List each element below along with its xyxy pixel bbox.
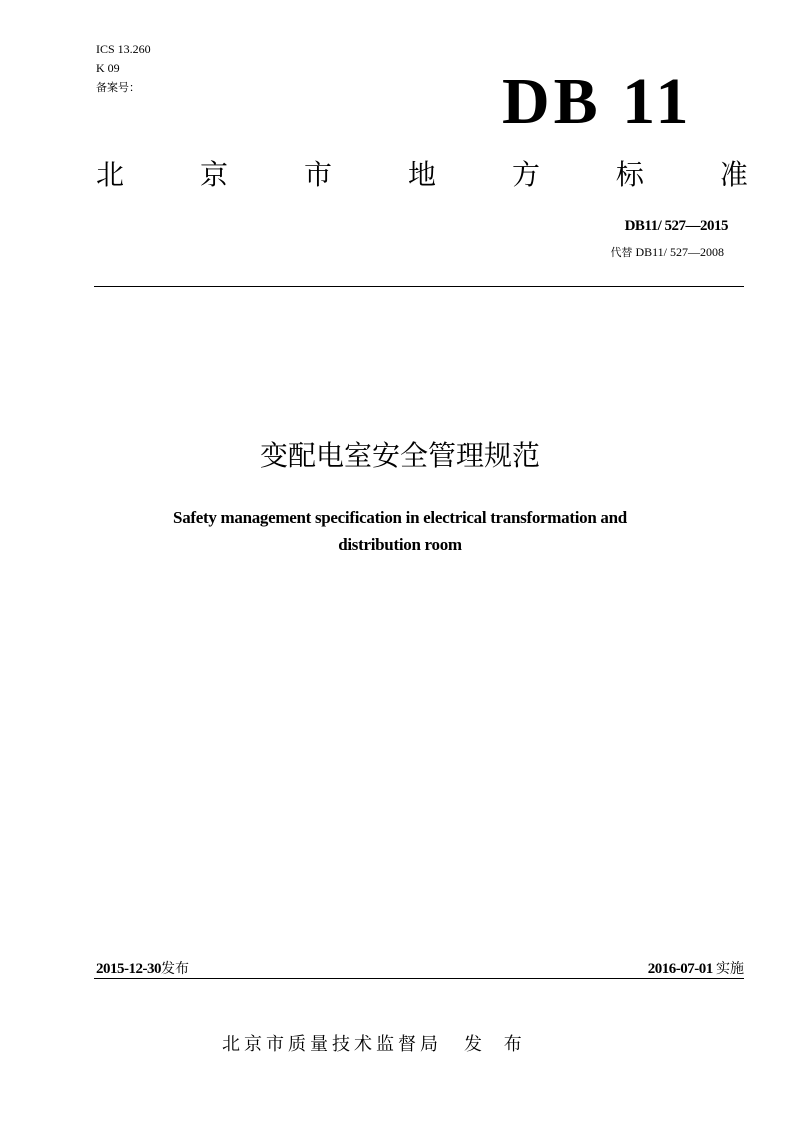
document-title-english <box>90 504 710 558</box>
issue-date-line <box>96 958 189 978</box>
implementation-label: 实施 <box>716 961 744 977</box>
standard-type-char: 北 <box>96 158 125 191</box>
publisher-name: 北京市质量技术监督局 <box>222 1034 442 1055</box>
record-number-label: 备案号： <box>96 81 140 94</box>
standard-type-char: 市 <box>303 158 332 191</box>
replaces-label: 代替 <box>610 246 633 259</box>
standard-type-char: 方 <box>511 158 540 191</box>
standard-type-char: 标 <box>615 158 644 191</box>
issue-date: 2015-12-30 <box>96 961 161 977</box>
implementation-date-line <box>648 958 744 978</box>
replaces-line <box>610 244 724 260</box>
bottom-divider <box>94 978 744 979</box>
english-title-line: Safety management specification in electrical transformation and <box>173 508 627 527</box>
top-divider <box>94 286 744 287</box>
replaces-number: DB11/ 527—2008 <box>635 245 724 259</box>
issue-label: 发布 <box>161 961 189 977</box>
ics-code: ICS 13.260 <box>96 42 151 56</box>
standard-type-char: 地 <box>407 158 436 191</box>
standard-type-char: 京 <box>199 158 228 191</box>
document-title-chinese: 变配电室安全管理规范 <box>259 439 540 472</box>
db-logo: DB 11 <box>502 65 693 138</box>
standard-number: DB11/ 527—2015 <box>624 218 728 234</box>
ccs-code: K 09 <box>96 61 120 75</box>
standard-type-heading <box>96 156 748 194</box>
english-title-line: distribution room <box>338 535 462 554</box>
publisher-line <box>222 1030 530 1056</box>
standard-type-char: 准 <box>719 158 748 191</box>
classification-codes <box>96 40 151 97</box>
implementation-date: 2016-07-01 <box>647 961 713 977</box>
publish-action: 发 布 <box>464 1034 530 1055</box>
